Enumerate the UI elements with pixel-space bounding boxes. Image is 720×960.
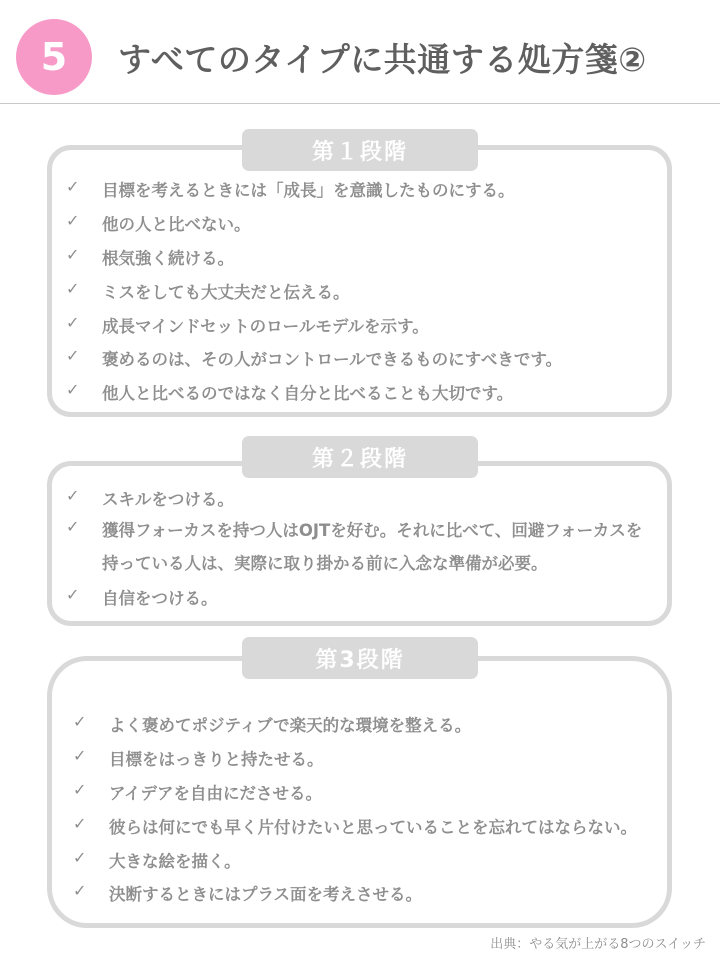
list-item-text: 他人と比べるのではなく自分と比べることも大切です。 — [102, 384, 514, 403]
stage-3-label: 第3段階 — [242, 637, 478, 679]
list-item-text: アイデアを自由にださせる。 — [109, 784, 323, 803]
checkmark-icon: ✓ — [66, 517, 80, 536]
list-item-text: 根気強く続ける。 — [102, 249, 234, 268]
checkmark-icon: ✓ — [66, 486, 80, 505]
stage-1-label: 第１段階 — [242, 129, 478, 171]
header — [0, 0, 720, 104]
stage-2-label: 第２段階 — [242, 436, 478, 478]
list-item-text: 他の人と比べない。 — [102, 215, 251, 234]
checkmark-icon: ✓ — [66, 313, 80, 332]
checkmark-icon: ✓ — [73, 848, 87, 867]
list-item-text: 大きな絵を描く。 — [109, 852, 241, 871]
list-item-text: 決断するときにはプラス面を考えさせる。 — [109, 885, 423, 904]
checkmark-icon: ✓ — [73, 814, 87, 833]
checkmark-icon: ✓ — [73, 712, 87, 731]
list-item-text: 自信をつける。 — [102, 589, 218, 608]
list-item-text: 褒めるのは、その人がコントロールできるものにすべきです。 — [102, 350, 563, 369]
checkmark-icon: ✓ — [73, 780, 87, 799]
list-item-text: 獲得フォーカスを持つ人はOJTを好む。それに比べて、回避フォーカスを — [102, 521, 643, 540]
checkmark-icon: ✓ — [66, 211, 80, 230]
list-item-text: 成長マインドセットのロールモデルを示す。 — [102, 317, 429, 336]
checkmark-icon: ✓ — [66, 346, 80, 365]
list-item-text: 持っている人は、実際に取り掛かる前に入念な準備が必要。 — [102, 554, 548, 573]
checkmark-icon: ✓ — [66, 177, 80, 196]
list-item-text: よく褒めてポジティブで楽天的な環境を整える。 — [109, 716, 472, 735]
list-item-text: 目標をはっきりと持たせる。 — [109, 750, 324, 769]
checkmark-icon: ✓ — [73, 881, 87, 900]
page-title: すべてのタイプに共通する処方箋② — [118, 40, 647, 79]
list-item-text: スキルをつける。 — [102, 490, 234, 509]
checkmark-icon: ✓ — [66, 585, 80, 604]
list-item-text: 彼らは何にでも早く片付けたいと思っていることを忘れてはならない。 — [109, 818, 637, 837]
checkmark-icon: ✓ — [73, 746, 87, 765]
list-item-text: ミスをしても大丈夫だと伝える。 — [102, 283, 350, 302]
checkmark-icon: ✓ — [66, 380, 80, 399]
header-divider — [0, 103, 720, 104]
section-number-badge: 5 — [16, 19, 92, 95]
checkmark-icon: ✓ — [66, 245, 80, 264]
checkmark-icon: ✓ — [66, 279, 80, 298]
list-item-text: 目標を考えるときには「成長」を意識したものにする。 — [102, 181, 515, 200]
source-citation: 出典：やる気が上がる8つのスイッチ — [490, 937, 706, 952]
